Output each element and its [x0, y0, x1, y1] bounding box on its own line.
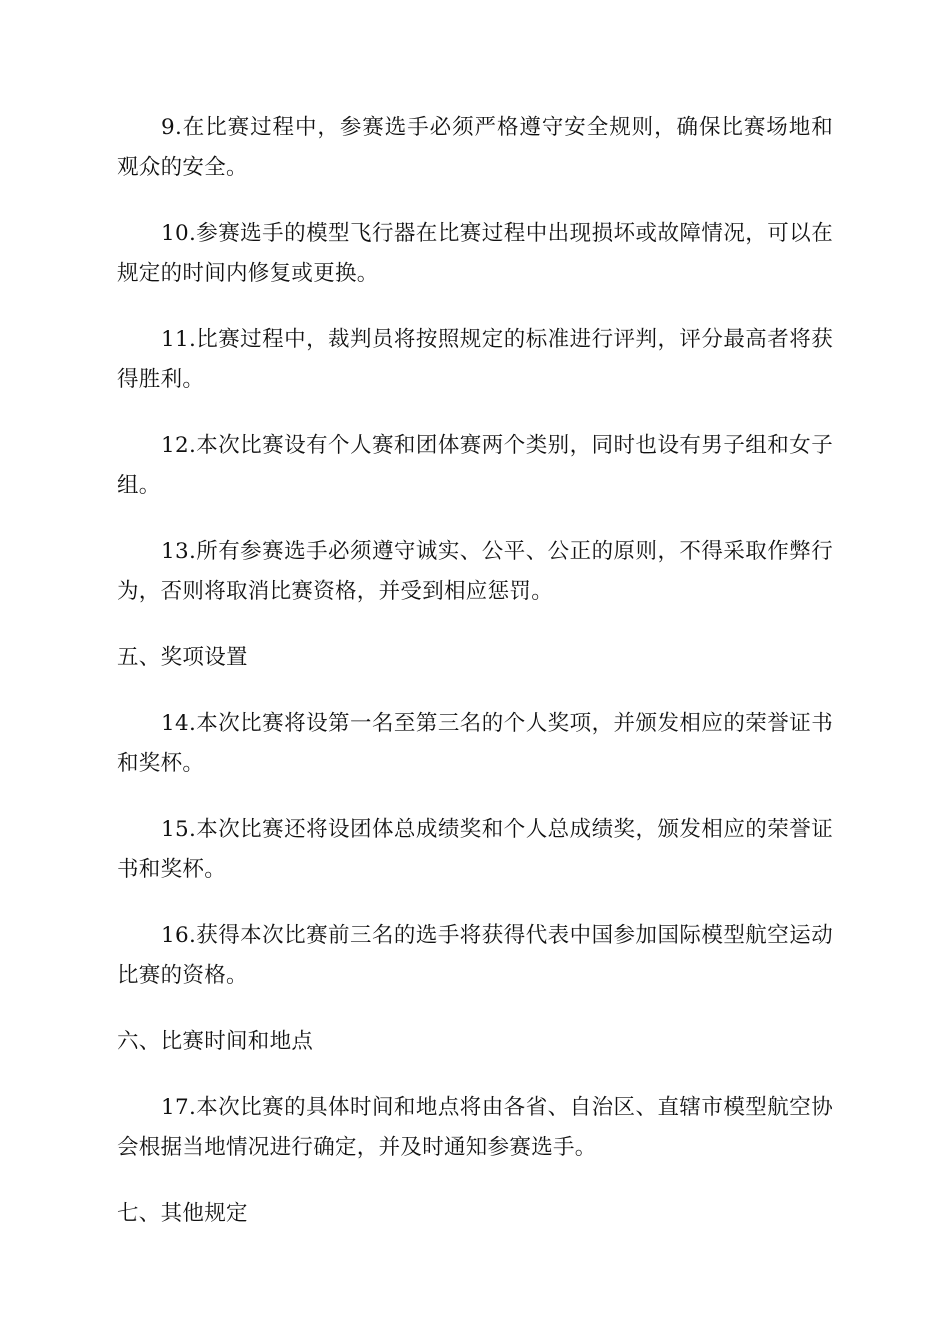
rule-17-paragraph: 17.本次比赛的具体时间和地点将由各省、自治区、直辖市模型航空协会根据当地情况进行确定，并及时通知参赛选手。: [117, 1095, 833, 1160]
section-heading-awards: 五、奖项设置: [117, 645, 248, 670]
rule-16-paragraph: 16.获得本次比赛前三名的选手将获得代表中国参加国际模型航空运动比赛的资格。: [117, 923, 833, 988]
rule-13-paragraph: 13.所有参赛选手必须遵守诚实、公平、公正的原则，不得采取作弊行为，否则将取消比赛资格，并受到相应惩罚。: [117, 539, 833, 604]
document-body: [117, 108, 833, 1260]
rule-11-paragraph: 11.比赛过程中，裁判员将按照规定的标准进行评判，评分最高者将获得胜利。: [117, 327, 833, 392]
rule-12-paragraph: 12.本次比赛设有个人赛和团体赛两个类别，同时也设有男子组和女子组。: [117, 433, 833, 498]
section-heading-time-place: 六、比赛时间和地点: [117, 1029, 314, 1054]
rule-9-paragraph: 9.在比赛过程中，参赛选手必须严格遵守安全规则，确保比赛场地和观众的安全。: [117, 115, 833, 180]
rule-14-paragraph: 14.本次比赛将设第一名至第三名的个人奖项，并颁发相应的荣誉证书和奖杯。: [117, 711, 833, 776]
rule-10-paragraph: 10.参赛选手的模型飞行器在比赛过程中出现损坏或故障情况，可以在规定的时间内修复或更换。: [117, 221, 833, 286]
section-heading-other-rules: 七、其他规定: [117, 1201, 248, 1226]
rule-15-paragraph: 15.本次比赛还将设团体总成绩奖和个人总成绩奖，颁发相应的荣誉证书和奖杯。: [117, 817, 833, 882]
